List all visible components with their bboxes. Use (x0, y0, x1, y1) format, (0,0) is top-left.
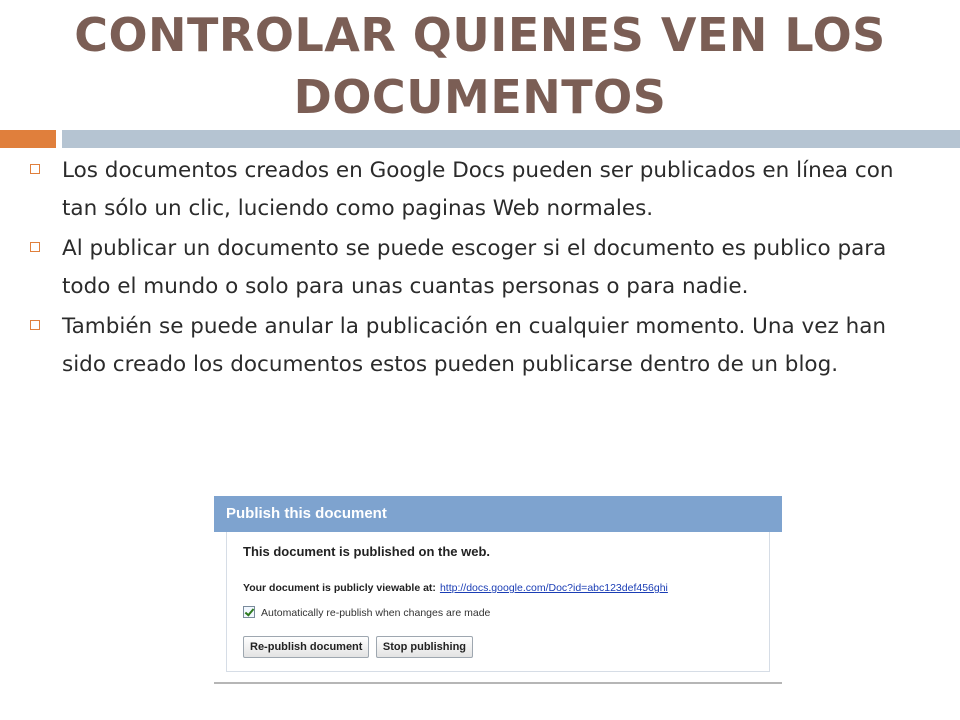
square-bullet-icon (30, 164, 40, 174)
slide-title: CONTROLAR QUIENES VEN LOS DOCUMENTOS (74, 8, 886, 124)
accent-rule (62, 130, 960, 148)
public-url-line (243, 582, 668, 594)
bullet-item (28, 152, 908, 227)
publish-status-text: This document is published on the web. (243, 544, 491, 559)
publish-dialog-screenshot (214, 496, 782, 684)
auto-republish-checkbox[interactable] (243, 606, 255, 618)
publish-dialog-header: Publish this document (214, 496, 782, 532)
public-url-link[interactable]: http://docs.google.com/Doc?id=abc123def456ghi (439, 582, 668, 594)
publish-button-row (243, 636, 475, 658)
bullet-text: Los documentos creados en Google Docs pueden ser publicados en línea con tan sólo un clic, luciendo como paginas Web normales. (62, 158, 894, 221)
bullet-item (28, 308, 908, 383)
auto-republish-row[interactable] (243, 606, 490, 619)
bullet-text: También se puede anular la publicación en cualquier momento. Una vez han sido creado los documentos estos pueden publicarse dentro de un blog. (62, 314, 887, 377)
accent-block (0, 130, 56, 148)
bullet-list (28, 152, 908, 386)
public-url-label: Your document is publicly viewable at: (243, 582, 436, 594)
publish-dialog-body (226, 532, 770, 672)
square-bullet-icon (30, 320, 40, 330)
stop-publishing-button[interactable]: Stop publishing (376, 636, 473, 658)
bullet-text: Al publicar un documento se puede escoger si el documento es publico para todo el mundo o solo para unas cuantas personas o para nadie. (62, 236, 887, 299)
auto-republish-label: Automatically re-publish when changes are made (261, 607, 491, 619)
square-bullet-icon (30, 242, 40, 252)
bullet-item (28, 230, 908, 305)
republish-document-button[interactable]: Re-publish document (243, 636, 369, 658)
